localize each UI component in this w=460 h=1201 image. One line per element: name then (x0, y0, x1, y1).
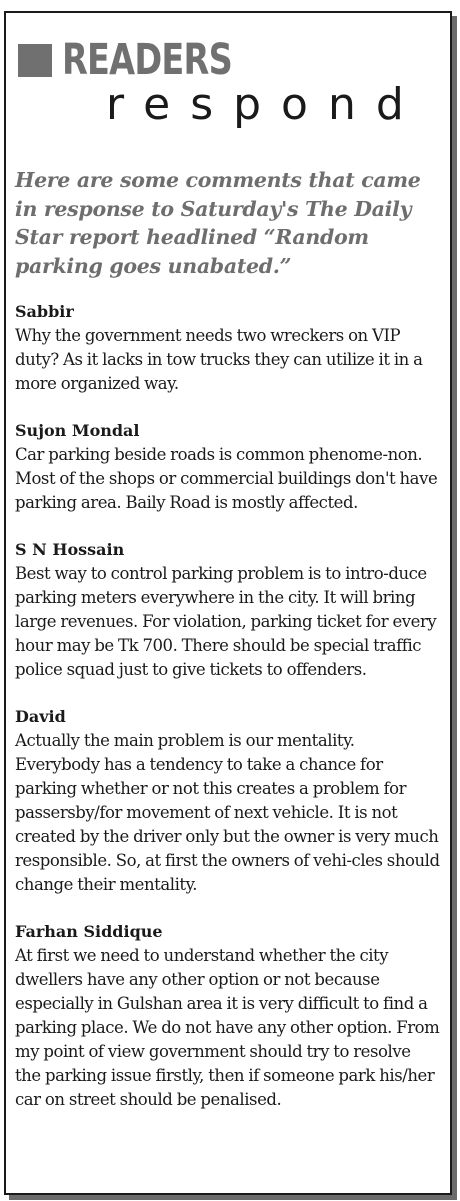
masthead-square-icon (18, 44, 52, 77)
comment-author: Farhan Siddique (15, 922, 163, 941)
comment-text: Car parking beside roads is common phenome-non. Most of the shops or commercial buildings don't have parking area. Baily Road is mostly affected. (15, 445, 438, 512)
masthead-respond: respond (106, 79, 424, 130)
comment (15, 300, 440, 396)
comments-list (15, 300, 440, 1135)
comment (15, 419, 440, 515)
comment (15, 538, 440, 682)
masthead (16, 30, 436, 130)
masthead-readers: READERS (62, 35, 232, 85)
comment-text: At first we need to understand whether the city dwellers have any other option or not because especially in Gulshan area it is very difficult to find a parking place. We do not have any other option. From my point of view government should try to resolve the parking issue firstly, then if someone park his/her car on street should be penalised. (15, 946, 440, 1109)
comment (15, 705, 440, 897)
comment-text: Why the government needs two wreckers on VIP duty? As it lacks in tow trucks they can utilize it in a more organized way. (15, 326, 423, 393)
comment-author: Sabbir (15, 302, 74, 321)
comment-author: S N Hossain (15, 540, 125, 559)
comment-text: Actually the main problem is our mentality. Everybody has a tendency to take a chance for parking whether or not this creates a problem for passersby/for movement of next vehicle. It is not created by the driver only but the owner is very much responsible. So, at first the owners of vehi-cles should change their mentality. (15, 731, 440, 894)
comment-author: David (15, 707, 66, 726)
comment-text: Best way to control parking problem is to intro-duce parking meters everywhere in the city. It will bring large revenues. For violation, parking ticket for every hour may be Tk 700. There should be special traffic police squad just to give tickets to offenders. (15, 564, 437, 679)
comment (15, 920, 440, 1112)
comment-author: Sujon Mondal (15, 421, 140, 440)
intro-text: Here are some comments that came in response to Saturday's The Daily Star report headlined “Random parking goes unabated.” (15, 168, 421, 278)
